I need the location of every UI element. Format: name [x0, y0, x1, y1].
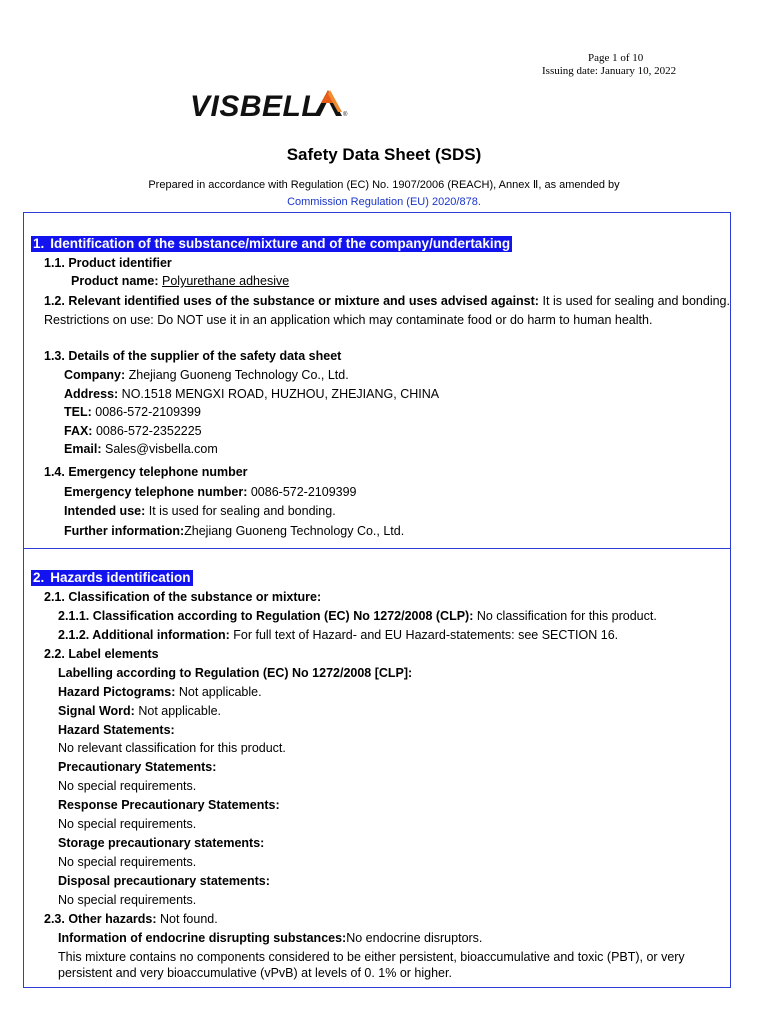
labelling-heading: Labelling according to Regulation (EC) No 1272/2008 [CLP]: [58, 666, 413, 680]
company-value: Zhejiang Guoneng Technology Co., Ltd. [128, 368, 349, 382]
s1-1-heading: 1.1. Product identifier [44, 256, 172, 270]
emergency-line [64, 484, 357, 500]
email-label: Email: [64, 442, 102, 456]
signal-word-label: Signal Word: [58, 704, 135, 718]
endocrine-line [58, 930, 482, 946]
tel-value: 0086-572-2109399 [95, 405, 201, 419]
section-2-title: Hazards identification [50, 570, 191, 585]
product-name-value: Polyurethane adhesive [162, 274, 290, 288]
pictograms-line [58, 684, 262, 700]
signal-word-line [58, 703, 221, 719]
s2-3-text: Not found. [160, 912, 218, 926]
address-label: Address: [64, 387, 119, 401]
document-title: Safety Data Sheet (SDS) [286, 145, 482, 164]
pictograms-value: Not applicable. [178, 685, 262, 699]
disposal-label: Disposal precautionary statements: [58, 874, 270, 888]
response-text: No special requirements. [58, 817, 197, 831]
precautionary-text: No special requirements. [58, 779, 197, 793]
signal-word-value: Not applicable. [138, 704, 222, 718]
further-info-value: Zhejiang Guoneng Technology Co., Ltd. [184, 524, 405, 538]
s2-1-1-label: 2.1.1. Classification according to Regulation (EC) No 1272/2008 (CLP): [58, 609, 474, 623]
visbella-logo [190, 84, 350, 124]
section-1-number: 1. [33, 236, 45, 251]
s1-2-text: It is used for sealing and bonding. Restrictions on use: Do NOT use it in an application which may contaminate food or do harm to human health. [44, 294, 730, 327]
hazard-statements-label: Hazard Statements: [58, 723, 175, 737]
fax-label: FAX: [64, 424, 93, 438]
s2-1-2-line [58, 627, 618, 643]
issuing-date: Issuing date: January 10, 2022 [542, 65, 677, 77]
email-line [64, 441, 218, 457]
endocrine-label: Information of endocrine disrupting substances: [58, 931, 347, 945]
page-number: Page 1 of 10 [588, 52, 644, 64]
section-1-title: Identification of the substance/mixture and of the company/undertaking [50, 236, 511, 251]
email-value[interactable]: Sales@visbella.com [105, 442, 218, 456]
svg-text:®: ® [343, 112, 348, 118]
company-line [64, 367, 349, 383]
precautionary-label: Precautionary Statements: [58, 760, 217, 774]
section-2-number: 2. [33, 570, 45, 585]
storage-label: Storage precautionary statements: [58, 836, 265, 850]
emergency-value: 0086-572-2109399 [250, 485, 357, 499]
intended-use-value: It is used for sealing and bonding. [148, 504, 336, 518]
disposal-text: No special requirements. [58, 893, 197, 907]
s1-3-heading: 1.3. Details of the supplier of the safety data sheet [44, 349, 342, 363]
s2-1-1-line [58, 608, 657, 624]
pbt-paragraph: This mixture contains no components considered to be either persistent, bioaccumulative and toxic (PBT), or very persistent and very bioaccumulative (vPvB) at levels of 0. 1% or higher. [58, 950, 685, 980]
section-1-header [31, 236, 512, 252]
intended-use-label: Intended use: [64, 504, 146, 518]
hazard-statements-text: No relevant classification for this product. [58, 741, 286, 755]
s2-1-heading: 2.1. Classification of the substance or mixture: [44, 590, 322, 604]
s2-3-label: 2.3. Other hazards: [44, 912, 157, 926]
address-value: NO.1518 MENGXI ROAD, HUZHOU, ZHEJIANG, CHINA [121, 387, 440, 401]
s1-4-heading: 1.4. Emergency telephone number [44, 465, 248, 479]
s2-1-1-text: No classification for this product. [476, 609, 657, 623]
s2-1-2-text: For full text of Hazard- and EU Hazard-statements: see SECTION 16. [233, 628, 619, 642]
product-name-label: Product name: [71, 274, 159, 288]
product-name-line [71, 273, 289, 289]
svg-text:VISBELL: VISBELL [190, 90, 321, 123]
address-line [64, 386, 439, 402]
fax-line [64, 423, 202, 439]
storage-text: No special requirements. [58, 855, 197, 869]
section-2-header [31, 570, 193, 586]
response-label: Response Precautionary Statements: [58, 798, 280, 812]
further-info-line [64, 523, 404, 539]
prepared-line-1: Prepared in accordance with Regulation (EC) No. 1907/2006 (REACH), Annex Ⅱ, as amended by [148, 179, 620, 191]
company-label: Company: [64, 368, 126, 382]
further-info-label: Further information: [64, 524, 185, 538]
tel-label: TEL: [64, 405, 92, 419]
emergency-label: Emergency telephone number: [64, 485, 248, 499]
s2-3-line [44, 911, 218, 927]
pictograms-label: Hazard Pictograms: [58, 685, 176, 699]
tel-line [64, 404, 201, 420]
s2-2-heading: 2.2. Label elements [44, 647, 159, 661]
intended-use-line [64, 503, 336, 519]
endocrine-value: No endocrine disruptors. [346, 931, 483, 945]
fax-value: 0086-572-2352225 [95, 424, 202, 438]
s1-2-paragraph [44, 292, 730, 329]
s2-1-2-label: 2.1.2. Additional information: [58, 628, 230, 642]
prepared-line-2: Commission Regulation (EU) 2020/878. [287, 196, 481, 208]
s1-2-heading: 1.2. Relevant identified uses of the substance or mixture and uses advised against: [44, 294, 539, 308]
